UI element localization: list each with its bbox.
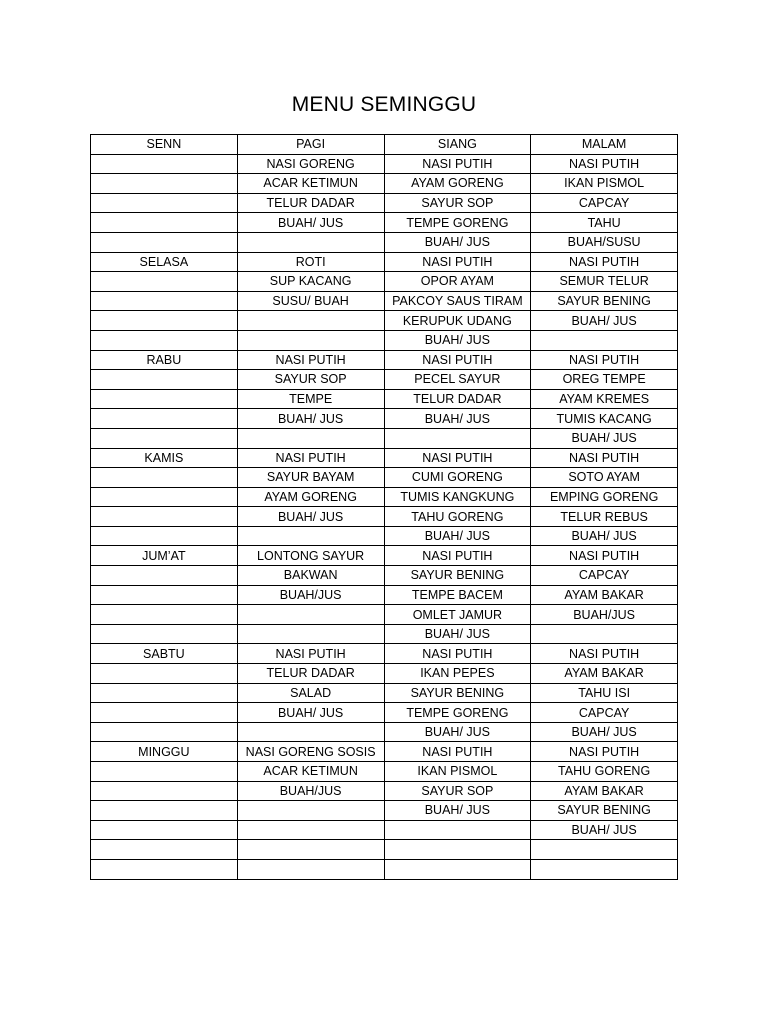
pagi-cell: BUAH/ JUS (237, 409, 384, 429)
day-cell (91, 585, 238, 605)
day-cell (91, 605, 238, 625)
table-row (91, 272, 678, 292)
day-cell (91, 820, 238, 840)
day-cell (91, 330, 238, 350)
table-row (91, 585, 678, 605)
table-row (91, 448, 678, 468)
day-cell (91, 272, 238, 292)
siang-cell: NASI PUTIH (384, 350, 531, 370)
day-cell (91, 683, 238, 703)
day-cell: KAMIS (91, 448, 238, 468)
pagi-cell (237, 840, 384, 860)
table-row (91, 507, 678, 527)
pagi-cell: BUAH/JUS (237, 781, 384, 801)
siang-cell: NASI PUTIH (384, 742, 531, 762)
pagi-cell: NASI PUTIH (237, 448, 384, 468)
day-cell (91, 370, 238, 390)
siang-cell: TUMIS KANGKUNG (384, 487, 531, 507)
malam-cell: NASI PUTIH (531, 252, 678, 272)
pagi-cell: NASI GORENG SOSIS (237, 742, 384, 762)
pagi-cell: ACAR KETIMUN (237, 174, 384, 194)
malam-cell: SAYUR BENING (531, 801, 678, 821)
siang-cell: TELUR DADAR (384, 389, 531, 409)
table-row (91, 703, 678, 723)
table-row (91, 722, 678, 742)
malam-cell: CAPCAY (531, 193, 678, 213)
malam-cell: BUAH/ JUS (531, 311, 678, 331)
malam-cell: SEMUR TELUR (531, 272, 678, 292)
pagi-cell (237, 232, 384, 252)
day-cell (91, 801, 238, 821)
siang-cell: NASI PUTIH (384, 448, 531, 468)
malam-cell: BUAH/ JUS (531, 526, 678, 546)
pagi-cell: TEMPE (237, 389, 384, 409)
day-cell: JUM’AT (91, 546, 238, 566)
day-cell (91, 722, 238, 742)
day-cell (91, 468, 238, 488)
malam-cell: AYAM BAKAR (531, 585, 678, 605)
pagi-cell: BUAH/JUS (237, 585, 384, 605)
table-row (91, 801, 678, 821)
siang-cell (384, 820, 531, 840)
table-row (91, 232, 678, 252)
table-row (91, 350, 678, 370)
day-cell: RABU (91, 350, 238, 370)
siang-cell: PECEL SAYUR (384, 370, 531, 390)
table-row (91, 859, 678, 879)
siang-cell: BUAH/ JUS (384, 232, 531, 252)
table-row (91, 154, 678, 174)
day-cell (91, 232, 238, 252)
header-cell-siang: SIANG (384, 135, 531, 155)
pagi-cell (237, 722, 384, 742)
day-cell (91, 840, 238, 860)
pagi-cell: NASI PUTIH (237, 644, 384, 664)
malam-cell: IKAN PISMOL (531, 174, 678, 194)
malam-cell: NASI PUTIH (531, 546, 678, 566)
table-row (91, 526, 678, 546)
siang-cell: PAKCOY SAUS TIRAM (384, 291, 531, 311)
table-row (91, 409, 678, 429)
table-row (91, 193, 678, 213)
malam-cell: AYAM BAKAR (531, 781, 678, 801)
pagi-cell: TELUR DADAR (237, 193, 384, 213)
malam-cell: AYAM BAKAR (531, 664, 678, 684)
malam-cell: BUAH/ JUS (531, 428, 678, 448)
malam-cell: CAPCAY (531, 566, 678, 586)
pagi-cell (237, 428, 384, 448)
siang-cell: TAHU GORENG (384, 507, 531, 527)
weekly-menu-table (90, 134, 678, 880)
day-cell (91, 428, 238, 448)
malam-cell: NASI PUTIH (531, 644, 678, 664)
day-cell (91, 526, 238, 546)
day-cell (91, 781, 238, 801)
malam-cell: SAYUR BENING (531, 291, 678, 311)
pagi-cell: AYAM GORENG (237, 487, 384, 507)
day-cell (91, 859, 238, 879)
day-cell (91, 409, 238, 429)
table-row (91, 546, 678, 566)
siang-cell: SAYUR BENING (384, 566, 531, 586)
malam-cell: TAHU (531, 213, 678, 233)
siang-cell: SAYUR SOP (384, 781, 531, 801)
siang-cell: BUAH/ JUS (384, 526, 531, 546)
table-row (91, 291, 678, 311)
pagi-cell (237, 820, 384, 840)
table-row (91, 389, 678, 409)
siang-cell: SAYUR BENING (384, 683, 531, 703)
siang-cell: BUAH/ JUS (384, 624, 531, 644)
siang-cell: NASI PUTIH (384, 154, 531, 174)
siang-cell: BUAH/ JUS (384, 330, 531, 350)
malam-cell: AYAM KREMES (531, 389, 678, 409)
siang-cell: TEMPE GORENG (384, 703, 531, 723)
siang-cell: OMLET JAMUR (384, 605, 531, 625)
table-row (91, 213, 678, 233)
day-cell: SABTU (91, 644, 238, 664)
siang-cell (384, 840, 531, 860)
malam-cell: BUAH/SUSU (531, 232, 678, 252)
siang-cell (384, 859, 531, 879)
table-row (91, 644, 678, 664)
malam-cell: BUAH/ JUS (531, 820, 678, 840)
pagi-cell: BUAH/ JUS (237, 213, 384, 233)
day-cell (91, 291, 238, 311)
siang-cell: BUAH/ JUS (384, 409, 531, 429)
pagi-cell: NASI GORENG (237, 154, 384, 174)
table-row (91, 781, 678, 801)
siang-cell: NASI PUTIH (384, 644, 531, 664)
pagi-cell (237, 605, 384, 625)
table-row (91, 664, 678, 684)
pagi-cell: ACAR KETIMUN (237, 762, 384, 782)
siang-cell: KERUPUK UDANG (384, 311, 531, 331)
siang-cell (384, 428, 531, 448)
table-row (91, 762, 678, 782)
malam-cell: NASI PUTIH (531, 742, 678, 762)
pagi-cell: NASI PUTIH (237, 350, 384, 370)
day-cell (91, 703, 238, 723)
malam-cell (531, 859, 678, 879)
table-row (91, 487, 678, 507)
pagi-cell: BUAH/ JUS (237, 507, 384, 527)
day-cell (91, 154, 238, 174)
table-row (91, 174, 678, 194)
day-cell (91, 213, 238, 233)
table-row (91, 330, 678, 350)
header-cell-day: SENN (91, 135, 238, 155)
day-cell (91, 389, 238, 409)
malam-cell: NASI PUTIH (531, 448, 678, 468)
malam-cell: TAHU GORENG (531, 762, 678, 782)
pagi-cell: SUP KACANG (237, 272, 384, 292)
day-cell (91, 311, 238, 331)
malam-cell (531, 840, 678, 860)
malam-cell: NASI PUTIH (531, 350, 678, 370)
table-row (91, 566, 678, 586)
siang-cell: TEMPE GORENG (384, 213, 531, 233)
day-cell (91, 624, 238, 644)
day-cell (91, 507, 238, 527)
siang-cell: IKAN PEPES (384, 664, 531, 684)
pagi-cell (237, 526, 384, 546)
siang-cell: BUAH/ JUS (384, 801, 531, 821)
pagi-cell: LONTONG SAYUR (237, 546, 384, 566)
pagi-cell: TELUR DADAR (237, 664, 384, 684)
table-row (91, 370, 678, 390)
siang-cell: NASI PUTIH (384, 252, 531, 272)
day-cell (91, 566, 238, 586)
table-row (91, 428, 678, 448)
page-title: MENU SEMINGGU (291, 93, 477, 116)
table-row (91, 311, 678, 331)
siang-cell: IKAN PISMOL (384, 762, 531, 782)
day-cell: SELASA (91, 252, 238, 272)
table-header-row (91, 135, 678, 155)
day-cell (91, 174, 238, 194)
pagi-cell (237, 624, 384, 644)
siang-cell: TEMPE BACEM (384, 585, 531, 605)
malam-cell: BUAH/ JUS (531, 722, 678, 742)
malam-cell: SOTO AYAM (531, 468, 678, 488)
pagi-cell (237, 311, 384, 331)
malam-cell (531, 624, 678, 644)
pagi-cell (237, 801, 384, 821)
pagi-cell: BAKWAN (237, 566, 384, 586)
table-row (91, 683, 678, 703)
malam-cell: EMPING GORENG (531, 487, 678, 507)
malam-cell: CAPCAY (531, 703, 678, 723)
malam-cell: NASI PUTIH (531, 154, 678, 174)
table-row (91, 252, 678, 272)
siang-cell: BUAH/ JUS (384, 722, 531, 742)
pagi-cell (237, 859, 384, 879)
siang-cell: AYAM GORENG (384, 174, 531, 194)
pagi-cell: BUAH/ JUS (237, 703, 384, 723)
pagi-cell (237, 330, 384, 350)
table-row (91, 605, 678, 625)
pagi-cell: SALAD (237, 683, 384, 703)
siang-cell: CUMI GORENG (384, 468, 531, 488)
malam-cell: TUMIS KACANG (531, 409, 678, 429)
pagi-cell: SAYUR SOP (237, 370, 384, 390)
pagi-cell: ROTI (237, 252, 384, 272)
table-row (91, 820, 678, 840)
siang-cell: SAYUR SOP (384, 193, 531, 213)
table-row (91, 840, 678, 860)
malam-cell: BUAH/JUS (531, 605, 678, 625)
malam-cell (531, 330, 678, 350)
header-cell-malam: MALAM (531, 135, 678, 155)
day-cell (91, 487, 238, 507)
malam-cell: TELUR REBUS (531, 507, 678, 527)
siang-cell: OPOR AYAM (384, 272, 531, 292)
pagi-cell: SUSU/ BUAH (237, 291, 384, 311)
siang-cell: NASI PUTIH (384, 546, 531, 566)
table-row (91, 468, 678, 488)
day-cell (91, 193, 238, 213)
table-row (91, 624, 678, 644)
pagi-cell: SAYUR BAYAM (237, 468, 384, 488)
malam-cell: OREG TEMPE (531, 370, 678, 390)
day-cell: MINGGU (91, 742, 238, 762)
header-cell-pagi: PAGI (237, 135, 384, 155)
malam-cell: TAHU ISI (531, 683, 678, 703)
day-cell (91, 762, 238, 782)
table-row (91, 742, 678, 762)
day-cell (91, 664, 238, 684)
